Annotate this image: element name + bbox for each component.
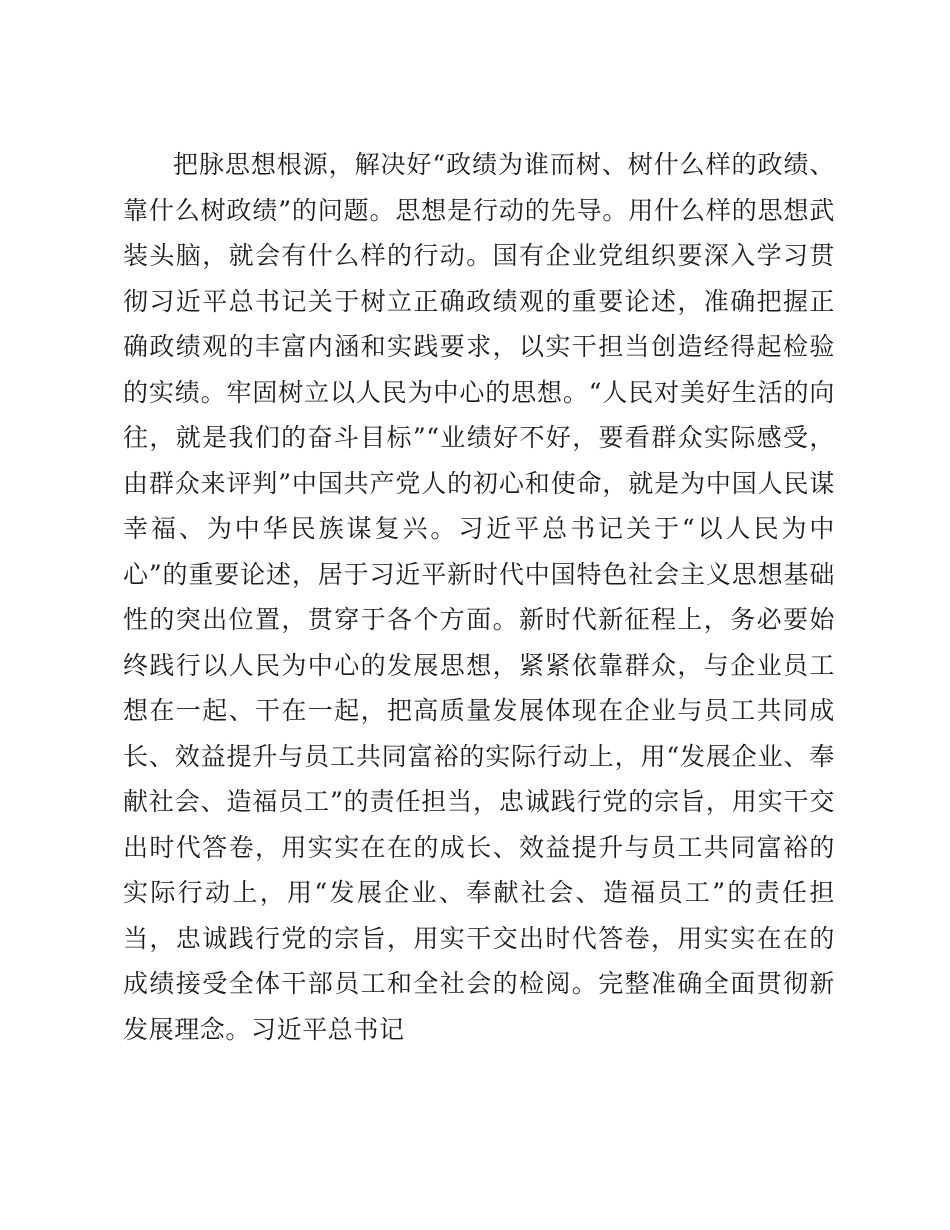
body-paragraph: 把脉思想根源，解决好“政绩为谁而树、树什么样的政绩、靠什么树政绩”的问题。思想是行动的先导。用什么样的思想武装头脑，就会有什么样的行动。国有企业党组织要深入学习贯彻习近平总书记关于树立正确政绩观的重要论述，准确把握正确政绩观的丰富内涵和实践要求，以实干担当创造经得起检验的实绩。牢固树立以人民为中心的思想。“人民对美好生活的向往，就是我们的奋斗目标”“业绩好不好，要看群众实际感受，由群众来评判”中国共产党人的初心和使命，就是为中国人民谋幸福、为中华民族谋复兴。习近平总书记关于“以人民为中心”的重要论述，居于习近平新时代中国特色社会主义思想基础性的突出位置，贯穿于各个方面。新时代新征程上，务必要始终践行以人民为中心的发展思想，紧紧依靠群众，与企业员工想在一起、干在一起，把高质量发展体现在企业与员工共同成长、效益提升与员工共同富裕的实际行动上，用“发展企业、奉献社会、造福员工”的责任担当，忠诚践行党的宗旨，用实干交出时代答卷，用实实在在的成长、效益提升与员工共同富裕的实际行动上，用“发展企业、奉献社会、造福员工”的责任担当，忠诚践行党的宗旨，用实干交出时代答卷，用实实在在的成绩接受全体干部员工和全社会的检阅。完整准确全面贯彻新发展理念。习近平总书记 xyxy=(123,150,835,1044)
